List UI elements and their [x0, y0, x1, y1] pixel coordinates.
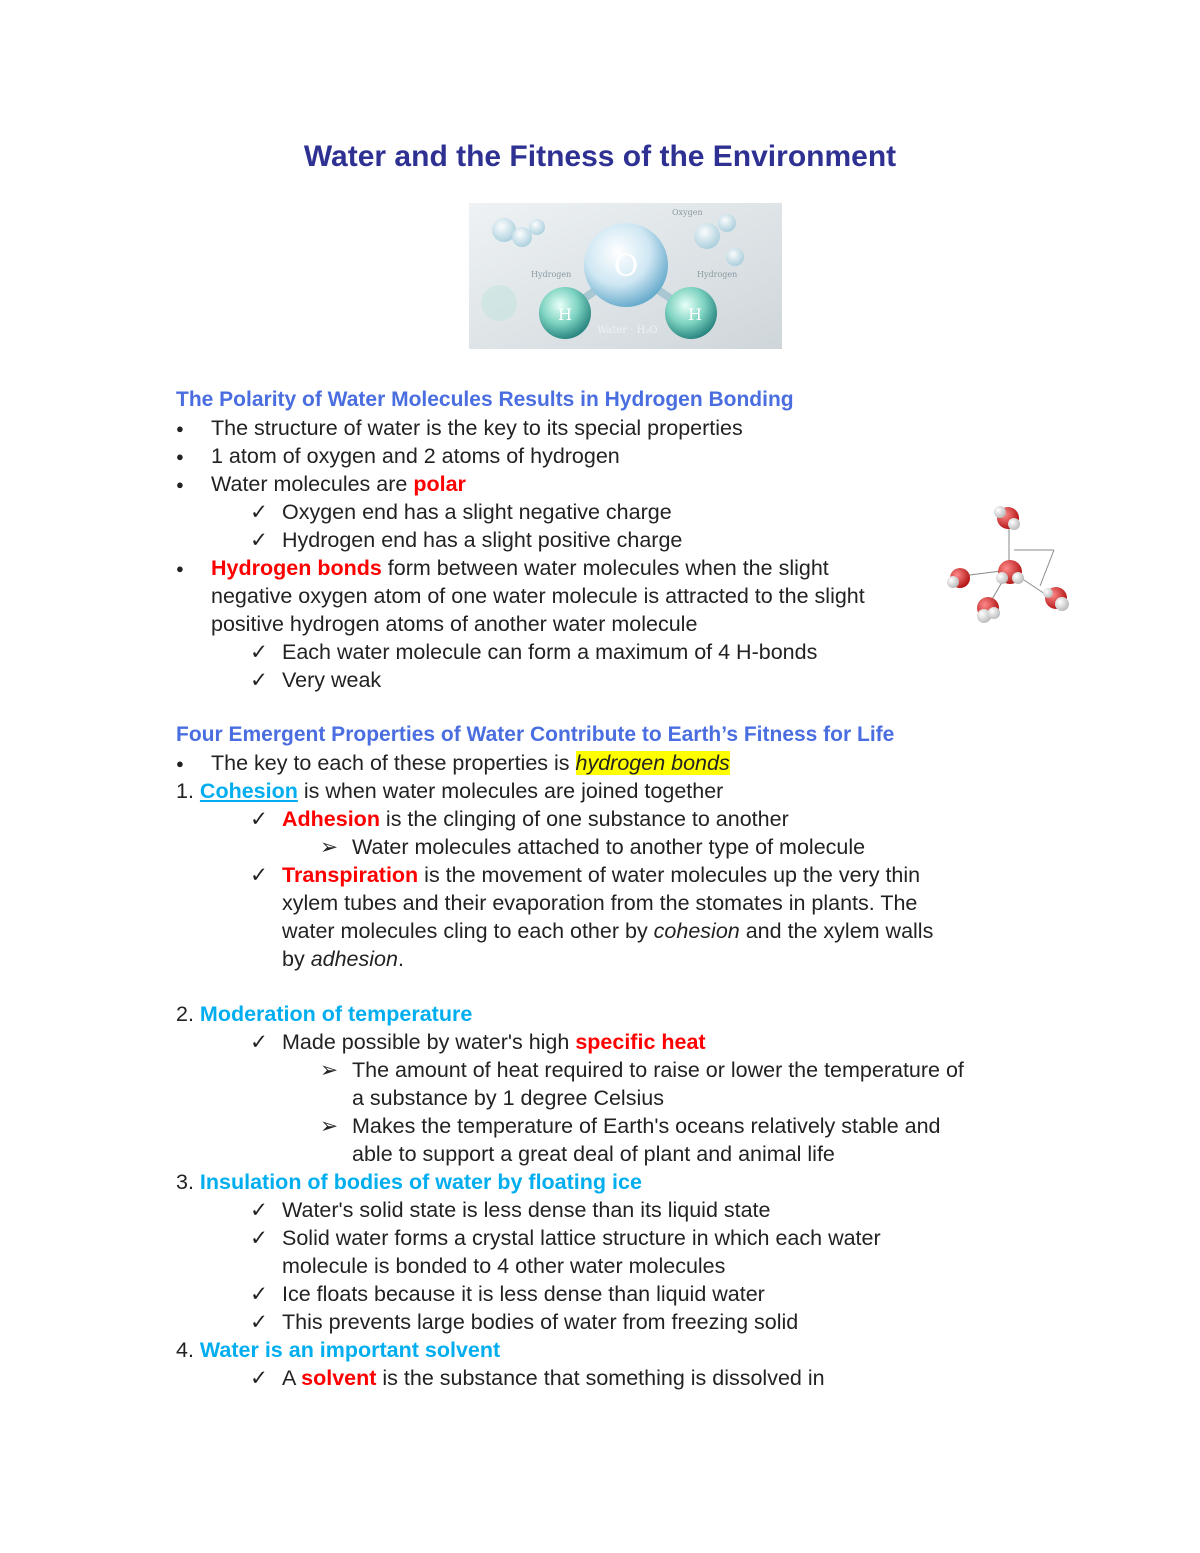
term-insulation: Insulation of bodies of water by floating ice [199, 1170, 642, 1194]
check-item: ✓ Solid water forms a crystal lattice structure in which each water [250, 1226, 881, 1250]
check-item: ✓ Made possible by water's high specific heat [250, 1030, 706, 1054]
bullet-icon: ● [176, 756, 184, 771]
list-item: ● Water molecules are polar [176, 470, 466, 501]
check-item-continuation: xylem tubes and their evaporation from the stomates in plants. The [282, 891, 918, 915]
check-icon: ✓ [250, 1198, 269, 1222]
hydrogen-label-right: Hydrogen [697, 270, 738, 279]
highlighted-hydrogen-bonds: hydrogen bonds [575, 751, 730, 775]
hydrogen-symbol-left: H [558, 305, 572, 324]
hydrogen-bond-diagram [942, 498, 1076, 630]
oxygen-symbol: O [613, 249, 639, 284]
numbered-item-3: 3. Insulation of bodies of water by floating ice [176, 1170, 642, 1194]
sub-item: ➢ Water molecules attached to another type of molecule [320, 835, 866, 859]
check-item: ✓ Ice floats because it is less dense than liquid water [250, 1282, 765, 1306]
check-icon: ✓ [250, 1282, 269, 1306]
check-icon: ✓ [250, 528, 269, 552]
term-transpiration: Transpiration [282, 863, 419, 887]
section-heading-emergent-properties: Four Emergent Properties of Water Contribute to Earth’s Fitness for Life [176, 723, 895, 746]
arrow-icon: ➢ [320, 1058, 339, 1082]
arrow-icon: ➢ [320, 1114, 339, 1138]
check-item: ✓ Very weak [250, 668, 382, 692]
hydrogen-symbol-right: H [688, 305, 702, 324]
check-icon: ✓ [250, 1366, 269, 1390]
check-item: ✓ Hydrogen end has a slight positive charge [250, 528, 683, 552]
bullet-icon: ● [176, 561, 184, 576]
list-item: ● Hydrogen bonds form between water molecules when the slight [176, 554, 829, 585]
section-heading-polarity: The Polarity of Water Molecules Results in Hydrogen Bonding [176, 388, 794, 411]
term-specific-heat: specific heat [575, 1030, 706, 1054]
check-item-continuation: molecule is bonded to 4 other water molecules [282, 1254, 726, 1278]
term-solvent: solvent [301, 1366, 377, 1390]
numbered-item-4: 4. Water is an important solvent [176, 1338, 501, 1362]
numbered-item-2: 2. Moderation of temperature [176, 1002, 473, 1026]
check-icon: ✓ [250, 807, 269, 831]
term-hydrogen-bonds: Hydrogen bonds [211, 556, 382, 580]
check-icon: ✓ [250, 640, 269, 664]
check-item-continuation: by adhesion. [282, 947, 404, 971]
term-solvent-heading: Water is an important solvent [199, 1338, 501, 1362]
check-icon: ✓ [250, 500, 269, 524]
check-item: ✓ Transpiration is the movement of water molecules up the very thin [250, 863, 921, 887]
check-icon: ✓ [250, 1310, 269, 1334]
check-item-continuation: water molecules cling to each other by cohesion and the xylem walls [282, 919, 934, 943]
check-item: ✓ Oxygen end has a slight negative charge [250, 500, 672, 524]
term-moderation-of-temperature: Moderation of temperature [199, 1002, 473, 1026]
check-item: ✓ A solvent is the substance that something is dissolved in [250, 1366, 825, 1390]
numbered-item-1: 1. Cohesion is when water molecules are joined together [176, 779, 724, 803]
water-molecule-image [469, 203, 782, 349]
check-icon: ✓ [250, 1030, 269, 1054]
check-icon: ✓ [250, 863, 269, 887]
term-adhesion: Adhesion [282, 807, 380, 831]
arrow-icon: ➢ [320, 835, 339, 859]
list-item-continuation: positive hydrogen atoms of another water molecule [211, 612, 698, 636]
check-item: ✓ This prevents large bodies of water from freezing solid [250, 1310, 799, 1334]
list-item: ● 1 atom of oxygen and 2 atoms of hydrogen [176, 442, 620, 473]
list-item: ● The structure of water is the key to its special properties [176, 414, 743, 445]
check-item: ✓ Water's solid state is less dense than its liquid state [250, 1198, 771, 1222]
sub-item: ➢ Makes the temperature of Earth's oceans relatively stable and [320, 1114, 941, 1138]
oxygen-label: Oxygen [672, 208, 703, 217]
sub-item: ➢ The amount of heat required to raise or lower the temperature of [320, 1058, 964, 1082]
term-polar: polar [413, 472, 466, 496]
list-item: ● The key to each of these properties is hydrogen bonds [176, 749, 730, 780]
bullet-icon: ● [176, 421, 184, 436]
hydrogen-label-left: Hydrogen [531, 270, 572, 279]
water-label: Water · H₂O [597, 325, 658, 336]
sub-item-continuation: a substance by 1 degree Celsius [352, 1086, 664, 1110]
list-item-continuation: negative oxygen atom of one water molecule is attracted to the slight [211, 584, 865, 608]
check-icon: ✓ [250, 1226, 269, 1250]
page-title: Water and the Fitness of the Environment [303, 140, 897, 173]
bullet-icon: ● [176, 449, 184, 464]
check-icon: ✓ [250, 668, 269, 692]
check-item: ✓ Adhesion is the clinging of one substance to another [250, 807, 789, 831]
sub-item-continuation: able to support a great deal of plant and animal life [352, 1142, 835, 1166]
term-cohesion: Cohesion [199, 779, 298, 803]
bullet-icon: ● [176, 477, 184, 492]
check-item: ✓ Each water molecule can form a maximum of 4 H-bonds [250, 640, 818, 664]
